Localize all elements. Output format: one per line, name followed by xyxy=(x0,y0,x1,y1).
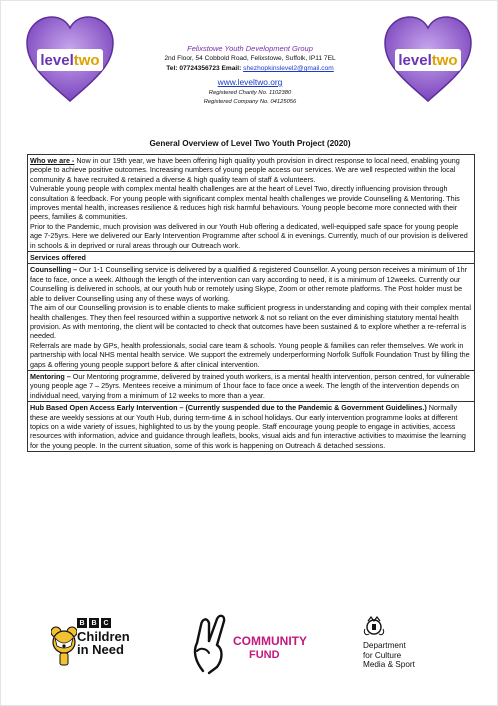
website-link[interactable]: www.leveltwo.org xyxy=(217,77,283,87)
counselling-cell xyxy=(28,264,475,370)
mentoring-paragraph-1: Our Mentoring programme, delivered by trained youth workers, is a mental health intervention, person centred, for vulnerable young people age 7 – 25yrs. Mentees receive a minimum of 1hour face to face once a week. The length of the intervention depends on individual need, varying from a minimum of 12 weeks to more than a year. xyxy=(30,371,470,400)
level-two-logo-left xyxy=(25,13,115,105)
bbc-children-in-need-logo xyxy=(51,618,143,672)
table-row xyxy=(28,264,475,370)
table-row xyxy=(28,252,475,264)
cin-line-1: Children xyxy=(77,629,130,644)
mentoring-cell xyxy=(28,370,475,401)
cin-wordmark xyxy=(77,618,130,656)
services-heading: Services offered xyxy=(28,252,475,264)
pudsey-bear-icon xyxy=(51,626,77,666)
who-paragraph-2: Vulnerable young people with complex mental health challenges are at the heart of Level Two, directly influencing provision through consultation & feedback. For young people with significant complex mental health challenges we provide Counselling & Mentoring. This improves mental health, increases resilience & reduces high risk harmful behaviours. Young people become more connected with their peers, families & communities. xyxy=(30,184,460,222)
bbc-boxes xyxy=(77,618,130,628)
funder-logos xyxy=(1,605,498,685)
bbc-letter: B xyxy=(89,618,99,628)
dcms-wordmark xyxy=(363,641,415,670)
dcms-line-3: Media & Sport xyxy=(363,660,415,669)
table-row xyxy=(28,155,475,252)
contact-line xyxy=(121,64,379,74)
who-heading: Who we are - xyxy=(30,156,75,165)
bbc-letter: C xyxy=(101,618,111,628)
tel-number: 07724356723 xyxy=(179,65,220,72)
mentoring-heading: Mentoring – xyxy=(30,371,71,381)
tel-label: Tel: xyxy=(166,65,178,72)
logo-text-left: leveltwo xyxy=(40,52,100,69)
dcms-line-2: for Culture xyxy=(363,650,402,660)
bbc-letter: B xyxy=(77,618,87,628)
hub-heading: Hub Based Open Access Early Intervention – (Currently suspended due to the Pandemic & Government Guidelines.) xyxy=(30,403,427,413)
dcms-line-1: Department xyxy=(363,641,406,650)
website-line xyxy=(121,75,379,89)
counselling-heading: Counselling – xyxy=(30,265,78,275)
hub-paragraph-1: Normally these are weekly sessions at our Youth Hub, during term-time & in school holidays. Our early intervention programme looks at different topics on a wide variety of issues, highlighted to us by the young people. Staff encourage young people to engage in activities, access resources with information, advice and guidance through leaflets, books, visual aids and fun interactive activities to maximise the learning for the young people. In the current situation, some of this work is happening on Outreach & detached sessions. xyxy=(30,403,466,450)
table-row xyxy=(28,402,475,452)
logo-text-right: leveltwo xyxy=(398,52,458,69)
email-label: Email: xyxy=(221,65,242,72)
charity-number: Registered Charity No. 1102380 xyxy=(208,90,292,96)
letterhead xyxy=(121,44,379,107)
who-paragraph-1: Now in our 19th year, we have been offering high quality youth provision in direct response to local need, enabling young people to achieve positive outcomes. Increasing numbers of young people access our services. We are well respected within the local community & have recruited & retained a diverse & high quality team of staff & volunteers. xyxy=(30,156,460,184)
cin-line-2: in Need xyxy=(77,642,124,657)
document-title: General Overview of Level Two Youth Project (2020) xyxy=(149,139,351,148)
level-two-logo-right xyxy=(383,13,473,105)
royal-crest-icon xyxy=(363,615,385,637)
community-fund-logo xyxy=(187,609,315,679)
email-link[interactable]: shezhopkinslevel2@gmail.com xyxy=(243,65,334,72)
dcms-logo xyxy=(363,615,455,675)
table-row xyxy=(28,370,475,401)
org-name: Felixstowe Youth Development Group xyxy=(187,44,313,53)
hub-cell xyxy=(28,402,475,452)
counselling-paragraph-2: The aim of our Counselling provision is to enable clients to make sufficient progress in understanding and coping with their complex mental health challenges. They then feel resourced within a supportive network & not so reliant on the ever diminishing statutory mental health provision. As with mentoring, the client will be contacted to check that outcomes have been sustained & to explore whether a re-referral is needed. xyxy=(30,303,471,341)
who-we-are-cell xyxy=(28,155,475,252)
counselling-paragraph-1: Our 1-1 Counselling service is delivered by a qualified & registered Counsellor. A young person receives a minimum of 1hr face to face, once a week. Although the length of the intervention can vary according to need, it is a minimum of 12weeks. Currently our Counselling is delivered in schools, at our youth hub or remotely using Skype, Zoom or other remote platforms. The Post holder must be able to deliver Counselling using any of these ways of working. xyxy=(30,265,468,303)
address: 2nd Floor, 54 Cobbold Road, Felixstowe, Suffolk, IP11 7EL xyxy=(164,55,336,62)
company-number: Registered Company No. 04125056 xyxy=(203,99,297,105)
cf-line-1: COMMUNITY xyxy=(233,634,307,648)
who-paragraph-3: Prior to the Pandemic, much provision was delivered in our Youth Hub offering a dedicated, well-equipped safe space for young people age 7-25yrs. Here we delivered our Early Intervention Programme after school & in evenings. Currently, much of our provision is delivered in schools & in deprived or rural areas through our Outreach work. xyxy=(30,221,468,250)
crossed-fingers-icon xyxy=(187,611,233,675)
overview-table xyxy=(27,154,475,452)
counselling-paragraph-3: Referrals are made by GPs, health professionals, social care team & schools. Young people & families can refer themselves. We work in partnership with local NHS mental health service. We support the extremely underperforming Norfolk Suffolk Foundation Trust by filling the gaps & offering young people support before & after clinical intervention. xyxy=(30,340,470,369)
cf-line-2: FUND xyxy=(249,649,280,661)
